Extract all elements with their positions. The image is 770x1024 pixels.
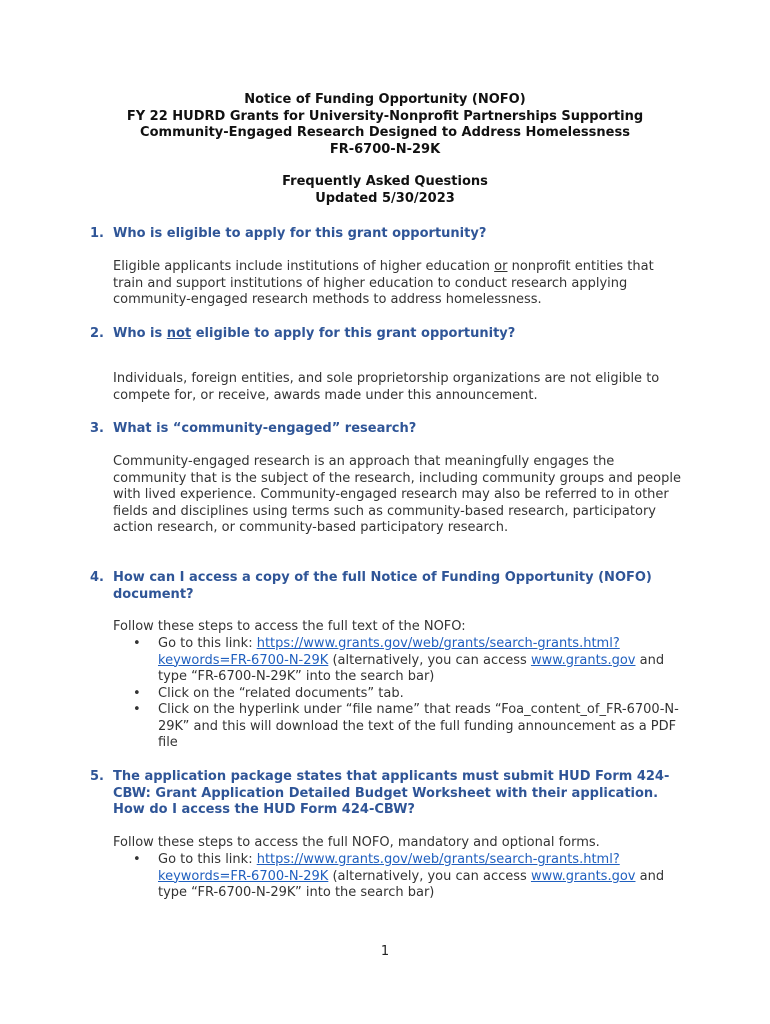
emphasis-or: or [494, 259, 508, 274]
list-item: • Click on the hyperlink under “file name” that reads “Foa_content_of_FR-6700-N-29K” and this will download the text of the full funding announcement as a PDF file [133, 702, 679, 750]
answer-4-steps [113, 636, 688, 752]
question-number: 3. [90, 421, 104, 436]
answer-5-intro: Follow these steps to access the full NOFO, mandatory and optional forms. [113, 835, 600, 850]
emphasis-not: not [166, 326, 192, 341]
question-text: What is “community-engaged” research? [113, 421, 417, 436]
list-item: • Click on the “related documents” tab. [133, 685, 404, 701]
grants-search-link[interactable]: https://www.grants.gov/web/grants/search-grants.html?keywords=FR-6700-N-29K [158, 852, 620, 884]
answer-1: Eligible applicants include institutions of higher education or nonprofit entities that train and support institutions of higher education to conduct research applying community-engaged research methods to address homelessness. [113, 259, 654, 307]
list-item: • Go to this link: https://www.grants.gov/web/grants/search-grants.html?keywords=FR-6700-N-29K (alternatively, you can access www.grants.gov and type “FR-6700-N-29K” into the search bar) [133, 852, 665, 900]
question-text: The application package states that applicants must submit HUD Form 424-CBW: Grant Application Detailed Budget Worksheet with their application. How do I access the HUD Form 424-CBW? [113, 769, 670, 817]
grants-search-link[interactable]: https://www.grants.gov/web/grants/search-grants.html?keywords=FR-6700-N-29K [158, 636, 620, 668]
question-text: Who is not eligible to apply for this grant opportunity? [113, 326, 516, 341]
answer-2: Individuals, foreign entities, and sole proprietorship organizations are not eligible to compete for, or receive, awards made under this announcement. [113, 371, 660, 403]
list-item: • Go to this link: https://www.grants.gov/web/grants/search-grants.html?keywords=FR-6700-N-29K (alternatively, you can access www.grants.gov and type “FR-6700-N-29K” into the search bar) [133, 636, 665, 684]
page-number: 1 [380, 944, 390, 959]
grants-gov-link[interactable]: www.grants.gov [530, 652, 636, 668]
bullet-icon: • [133, 636, 141, 651]
question-number: 5. [90, 769, 104, 784]
question-text: How can I access a copy of the full Notice of Funding Opportunity (NOFO) document? [113, 570, 652, 602]
bullet-icon: • [133, 852, 141, 867]
grants-gov-link[interactable]: www.grants.gov [530, 868, 636, 884]
header-nofo-number: FR-6700-N-29K [329, 141, 441, 157]
answer-3: Community-engaged research is an approach that meaningfully engages the community that is the subject of the research, including community groups and people with lived experience. Community-engaged research may also be referred to in other fields and disciplines using terms such as community-based research, participatory action research, or community-based participatory research. [113, 454, 681, 535]
header-title: Notice of Funding Opportunity (NOFO) [244, 92, 526, 107]
answer-4-intro: Follow these steps to access the full text of the NOFO: [113, 619, 466, 634]
header-faq-title: Frequently Asked Questions [282, 174, 488, 189]
document-header [0, 92, 770, 207]
header-program: FY 22 HUDRD Grants for University-Nonprofit Partnerships Supporting [126, 108, 644, 124]
question-text: Who is eligible to apply for this grant opportunity? [113, 226, 487, 241]
bullet-icon: • [133, 702, 141, 717]
bullet-icon: • [133, 685, 141, 701]
header-updated-date: Updated 5/30/2023 [315, 190, 455, 206]
question-number: 2. [90, 326, 104, 341]
question-number: 1. [90, 226, 104, 241]
question-number: 4. [90, 570, 104, 585]
header-program-cont: Community-Engaged Research Designed to Address Homelessness [140, 125, 630, 140]
answer-5-steps [113, 852, 688, 902]
